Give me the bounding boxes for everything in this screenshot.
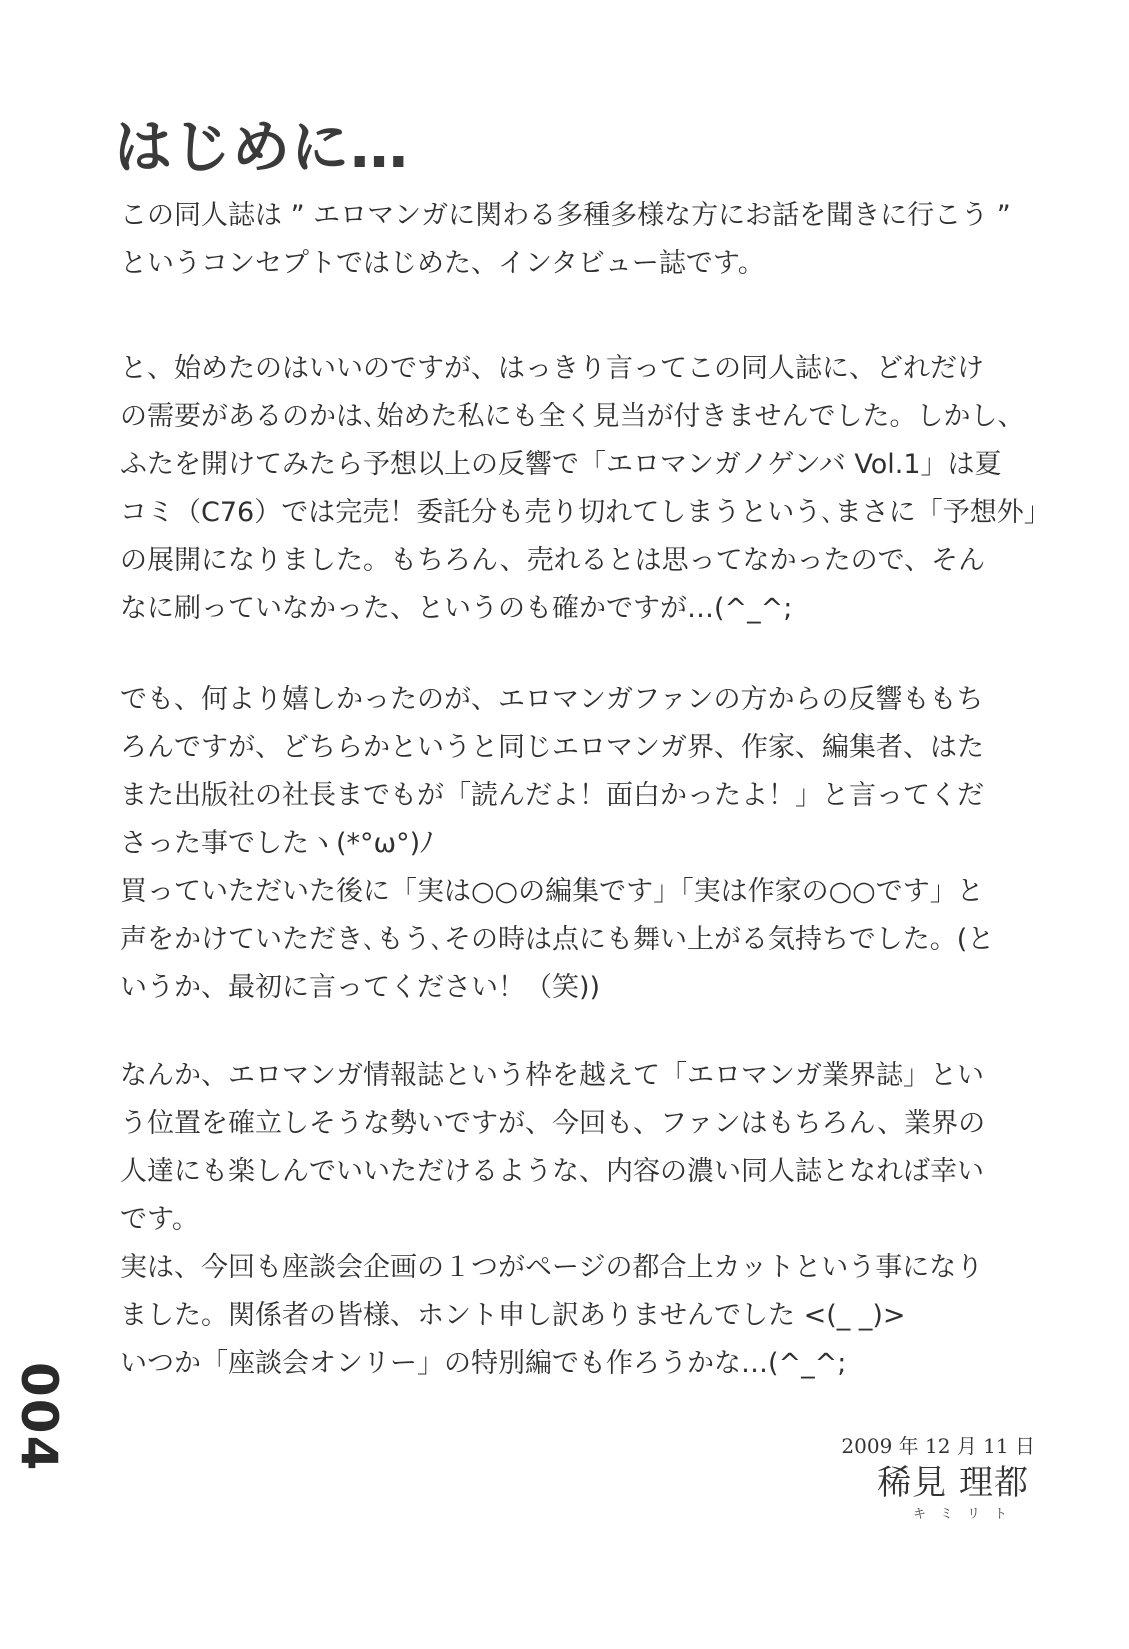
text-line: また出版社の社長までもが「読んだよ！面白かったよ！」と言ってくだ <box>120 780 984 811</box>
text-line: の需要があるのかは､始めた私にも全く見当が付きませんでした。しかし、 <box>120 401 1025 432</box>
page-number: 004 <box>10 1362 68 1473</box>
paragraph-closing <box>120 1052 1040 1388</box>
paragraph-reception <box>120 345 1051 633</box>
text-line: の展開になりました。もちろん、売れるとは思ってなかったので、そん <box>120 545 986 576</box>
page-title: はじめに… <box>114 113 410 181</box>
text-line: 実は、今回も座談会企画の１つがページの都合上カットという事になり <box>120 1252 984 1283</box>
text-line: でも、何より嬉しかったのが、エロマンガファンの方からの反響ももち <box>120 684 984 715</box>
text-line: さった事でしたヽ(*°ω°)ﾉ <box>120 828 434 859</box>
text-line: この同人誌は ” エロマンガに関わる多種多様な方にお話を聞きに行こう ” <box>120 200 1011 231</box>
signature-date: 2009 年 12 月 11 日 <box>841 1434 1035 1458</box>
text-line: ました。関係者の皆様、ホント申し訳ありませんでした <(_ _)> <box>120 1300 906 1331</box>
author-name: 稀見 理都 <box>877 1463 1029 1503</box>
paragraph-industry-response <box>120 676 1040 1012</box>
text-line: いうか、最初に言ってください！（笑)) <box>120 972 601 1003</box>
author-name-reading: キミリト <box>912 1507 1021 1522</box>
text-line: ろんですが、どちらかというと同じエロマンガ界、作家、編集者、はた <box>120 732 984 763</box>
text-line: いつか「座談会オンリー」の特別編でも作ろうかな…(^_^; <box>120 1348 847 1379</box>
text-line: です。 <box>120 1204 199 1235</box>
text-line: と、始めたのはいいのですが、はっきり言ってこの同人誌に、どれだけ <box>120 353 984 384</box>
text-line: 買っていただいた後に「実は○○の編集です」「実は作家の○○です」と <box>120 876 984 907</box>
text-line: 人達にも楽しんでいいただけるような、内容の濃い同人誌となれば幸い <box>120 1156 984 1187</box>
text-line: というコンセプトではじめた、インタビュー誌です。 <box>120 248 765 279</box>
text-line: う位置を確立しそうな勢いですが、今回も、ファンはもちろん、業界の <box>120 1108 986 1139</box>
text-line: ふたを開けてみたら予想以上の反響で「エロマンガノゲンバ Vol.1」は夏 <box>120 449 1002 480</box>
text-line: なに刷っていなかった、というのも確かですが…(^_^; <box>120 593 793 624</box>
text-line: なんか、エロマンガ情報誌という枠を越えて「エロマンガ業界誌」とい <box>120 1060 984 1091</box>
paragraph-intro <box>120 192 1040 288</box>
text-line: 声をかけていただき､もう､その時は点にも舞い上がる気持ちでした。(と <box>120 924 995 955</box>
text-line: コミ（C76）では完売！委託分も売り切れてしまうという､まさに「予想外」 <box>120 497 1051 528</box>
